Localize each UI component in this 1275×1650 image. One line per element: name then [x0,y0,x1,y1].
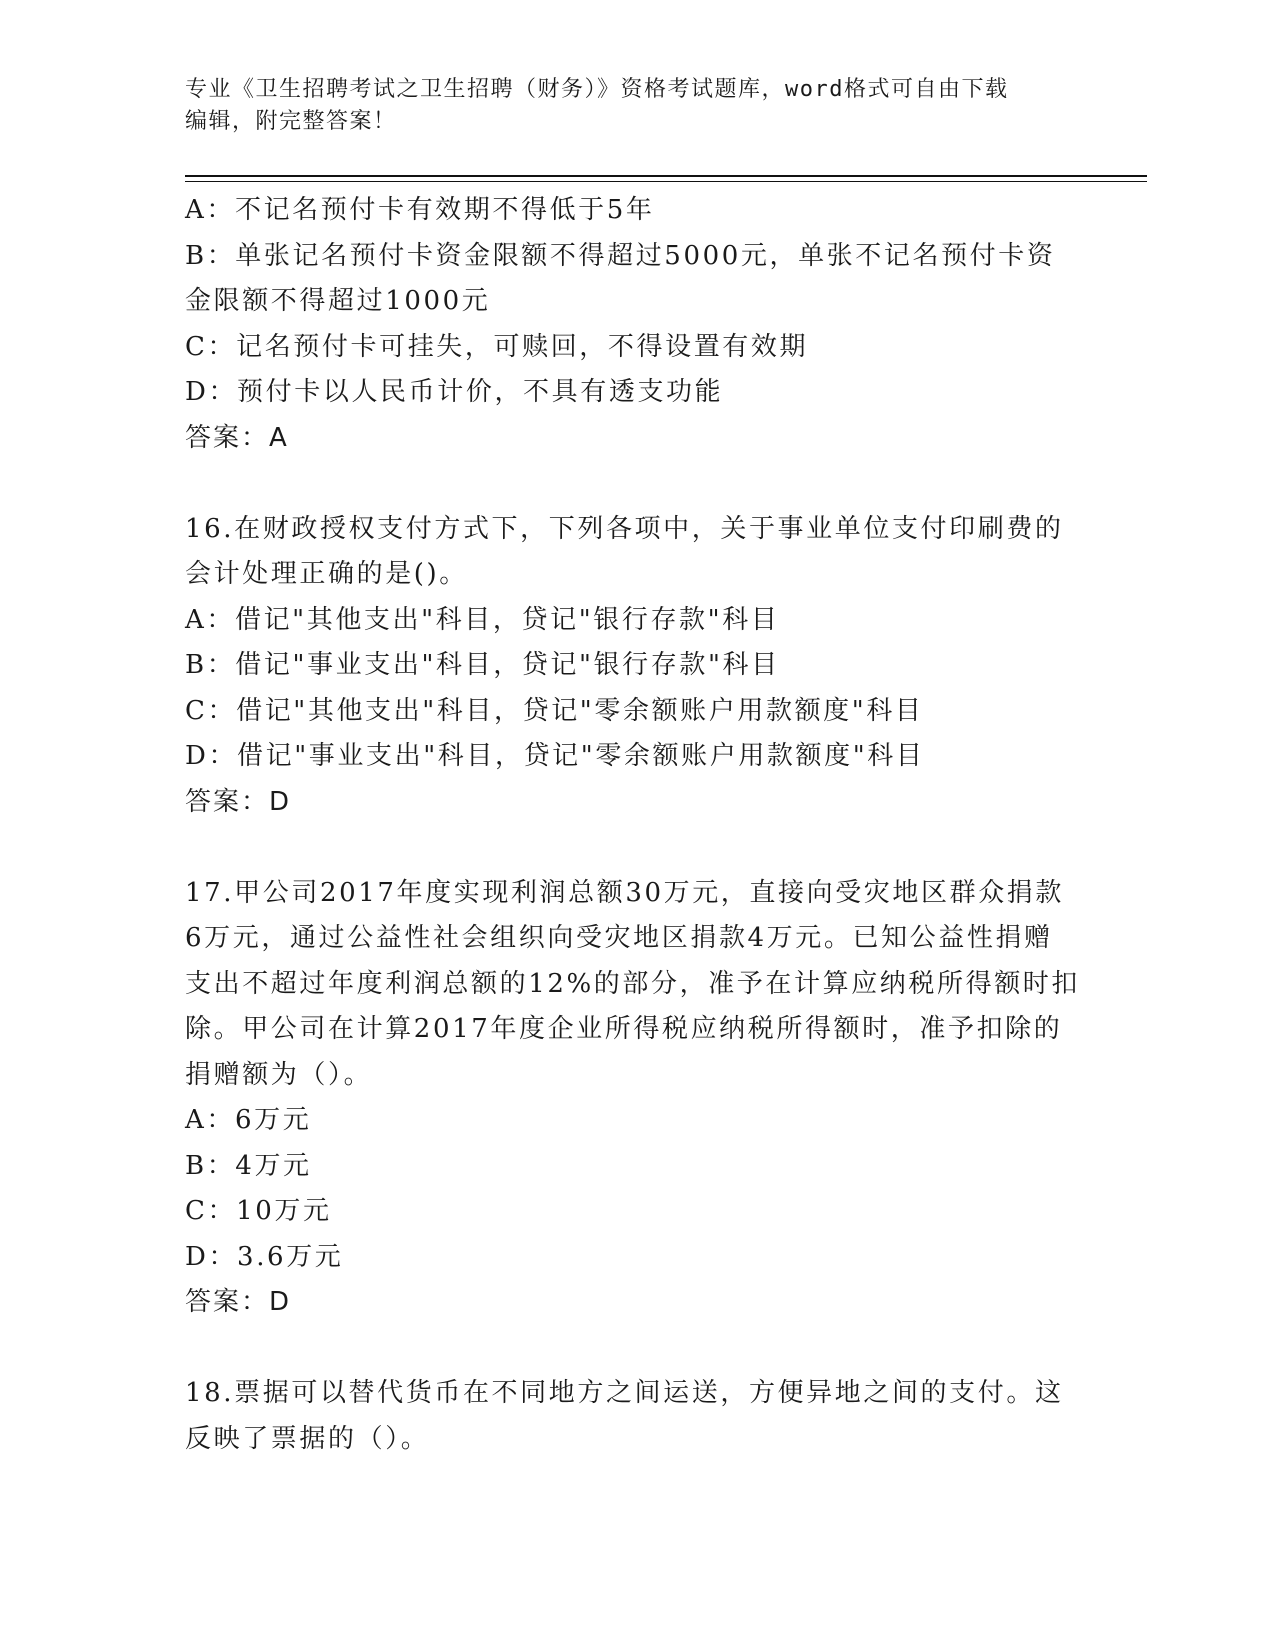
question-16 [185,507,1085,826]
q18-stem-line-2: 反映了票据的（）。 [185,1423,430,1454]
question-18 [185,1371,1085,1462]
spacer [185,825,1085,871]
q17-option-c: C：10万元 [185,1196,332,1226]
q16-option-c: C：借记"其他支出"科目，贷记"零余额账户用款额度"科目 [185,695,924,726]
q15-option-a: A：不记名预付卡有效期不得低于5年 [185,195,655,225]
q16-option-b: B：借记"事业支出"科目，贷记"银行存款"科目 [185,650,780,680]
q17-stem-line-5: 捐赠额为（）。 [185,1059,373,1090]
header-rule-thin [185,181,1147,182]
q16-stem-line-2: 会计处理正确的是()。 [185,559,468,589]
q17-stem-line-3: 支出不超过年度利润总额的12%的部分，准予在计算应纳税所得额时扣 [185,968,1080,999]
spacer [185,461,1085,507]
question-content [185,188,1085,1462]
header-rule-thick [185,175,1147,177]
q17-answer: 答案：D [185,1287,292,1317]
spacer [185,1326,1085,1372]
q17-option-a: A：6万元 [185,1105,312,1135]
question-15-tail [185,188,1085,461]
q15-option-b-line-2: 金限额不得超过1000元 [185,286,491,316]
q16-answer: 答案：D [185,786,292,817]
q15-option-b-line-1: B：单张记名预付卡资金限额不得超过5000元，单张不记名预付卡资 [185,240,1056,271]
header-line-2: 编辑，附完整答案！ [185,109,397,134]
q18-stem-line-1: 18.票据可以替代货币在不同地方之间运送，方便异地之间的支付。这 [185,1378,1064,1408]
q17-stem-line-2: 6万元，通过公益性社会组织向受灾地区捐款4万元。已知公益性捐赠 [185,923,1053,953]
q17-stem-line-1: 17.甲公司2017年度实现利润总额30万元，直接向受灾地区群众捐款 [185,877,1065,908]
q17-option-b: B：4万元 [185,1150,312,1181]
q15-option-d: D：预付卡以人民币计价，不具有透支功能 [185,377,724,407]
q15-answer: 答案：A [185,422,289,453]
q17-option-d: D：3.6万元 [185,1241,344,1272]
header-line-1: 专业《卫生招聘考试之卫生招聘（财务）》资格考试题库，word格式可自由下载 [185,77,1009,102]
q16-option-a: A：借记"其他支出"科目，贷记"银行存款"科目 [185,604,780,635]
q16-stem-line-1: 16.在财政授权支付方式下，下列各项中，关于事业单位支付印刷费的 [185,513,1064,544]
q15-option-c: C：记名预付卡可挂失，可赎回，不得设置有效期 [185,331,809,362]
document-header [185,74,1085,138]
question-17 [185,871,1085,1326]
q16-option-d: D：借记"事业支出"科目，贷记"零余额账户用款额度"科目 [185,741,925,771]
q17-stem-line-4: 除。甲公司在计算2017年度企业所得税应纳税所得额时，准予扣除的 [185,1014,1063,1044]
